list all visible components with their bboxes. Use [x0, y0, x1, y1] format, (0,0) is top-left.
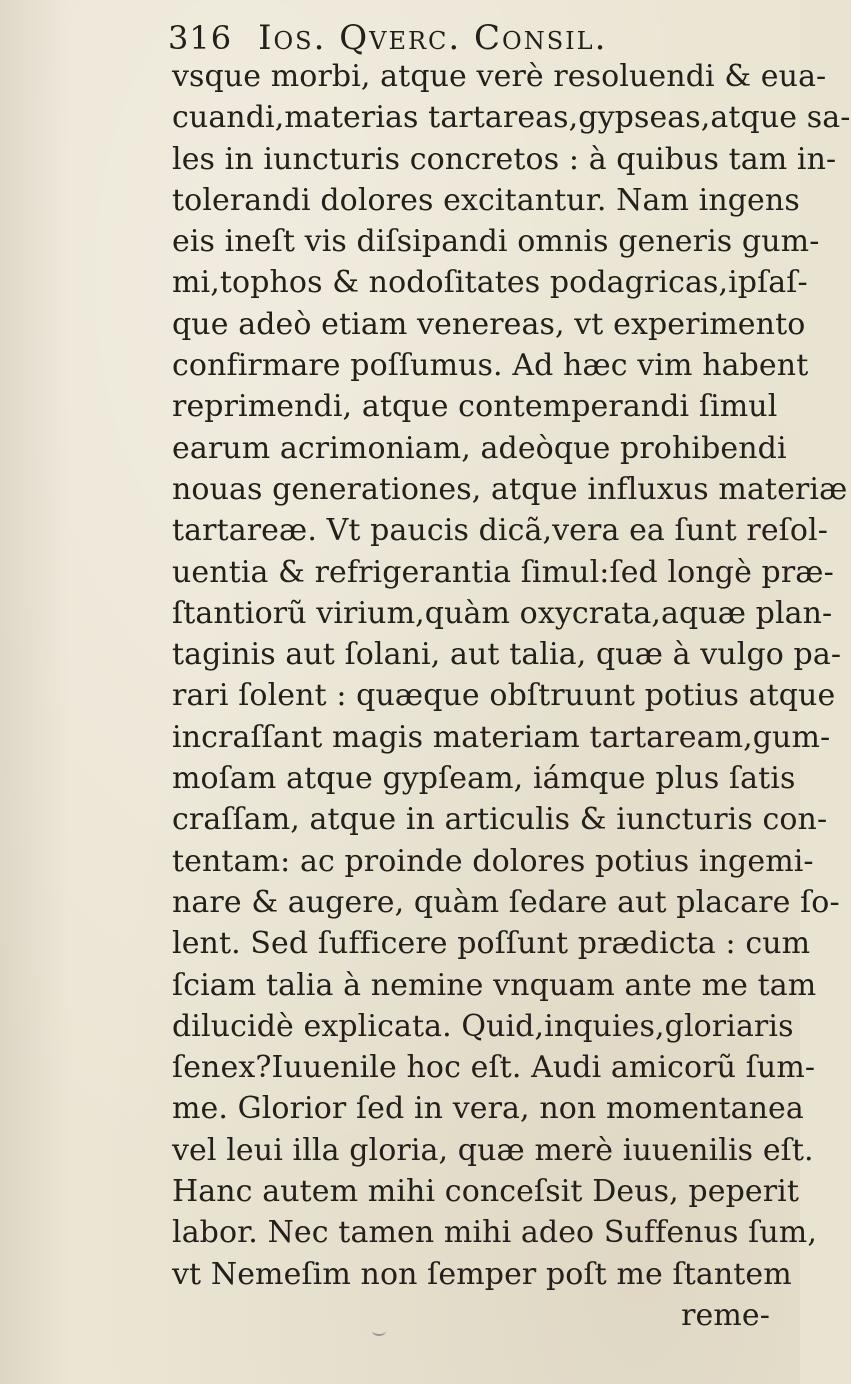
text-line: labor. Nec tamen mihi adeo Suffenus ſum, [172, 1215, 817, 1251]
text-line: ſtantiorũ virium,quàm oxycrata,aquæ plan- [172, 595, 833, 631]
body-text [172, 56, 851, 1336]
running-head: Ios. Qverc. Consil. [258, 18, 608, 58]
text-line: les in iuncturis concretos : à quibus tam in- [172, 141, 837, 177]
text-line: mi,tophos & nodoſitates podagricas,ipſaſ- [172, 265, 808, 301]
text-line: cuandi,materias tartareas,gypseas,atque sa- [172, 100, 851, 136]
page-gutter-shadow [0, 0, 70, 1384]
text-line: incraſſant magis materiam tartaream,gum- [172, 719, 831, 755]
text-line: vt Nemeſim non ſemper poſt me ſtantem [172, 1256, 792, 1292]
text-line: dilucidè explicata. Quid,inquies,gloriaris [172, 1008, 794, 1044]
text-line: earum acrimoniam, adeòque prohibendi [172, 430, 787, 466]
text-line: ſenex?Iuuenile hoc eſt. Audi amicorũ ſum- [172, 1050, 816, 1086]
text-line: tentam: ac proinde dolores potius ingemi- [172, 843, 814, 879]
text-line: Hanc autem mihi conceſsit Deus, peperit [172, 1174, 800, 1210]
text-line: que adeò etiam venereas, vt experimento [172, 306, 806, 342]
text-line: rari ſolent : quæque obſtruunt potius atque [172, 678, 836, 714]
text-line: taginis aut ſolani, aut talia, quæ à vulgo pa- [172, 637, 842, 673]
text-line: moſam atque gypſeam, iámque plus ſatis [172, 761, 796, 797]
text-line: reprimendi, atque contemperandi ſimul [172, 389, 778, 425]
text-line: craſſam, atque in articulis & iuncturis con- [172, 802, 828, 838]
text-line: nare & augere, quàm ſedare aut placare ſo- [172, 884, 840, 920]
text-line: vel leui illa gloria, quæ merè iuuenilis eſt. [172, 1132, 814, 1168]
catchword: reme- [681, 1297, 770, 1333]
text-line: tartareæ. Vt paucis dicã,vera ea ſunt reſol- [172, 513, 828, 549]
text-line: confirmare poſſumus. Ad hæc vim habent [172, 348, 809, 384]
text-line: nouas generationes, atque influxus materiæ [172, 471, 848, 507]
ink-mark [372, 1326, 386, 1336]
text-line: uentia & refrigerantia ſimul:ſed longè præ- [172, 554, 834, 590]
text-line: vsque morbi, atque verè resoluendi & eua- [172, 59, 827, 94]
text-line: me. Glorior ſed in vera, non momentanea [172, 1091, 804, 1127]
text-line: ſciam talia à nemine vnquam ante me tam [172, 967, 817, 1003]
page-number: 316 [168, 19, 233, 57]
text-line: lent. Sed ſufficere poſſunt prædicta : cum [172, 926, 811, 962]
text-line: tolerandi dolores excitantur. Nam ingens [172, 182, 800, 218]
text-line: eis ineſt vis diſsipandi omnis generis gum- [172, 224, 820, 260]
